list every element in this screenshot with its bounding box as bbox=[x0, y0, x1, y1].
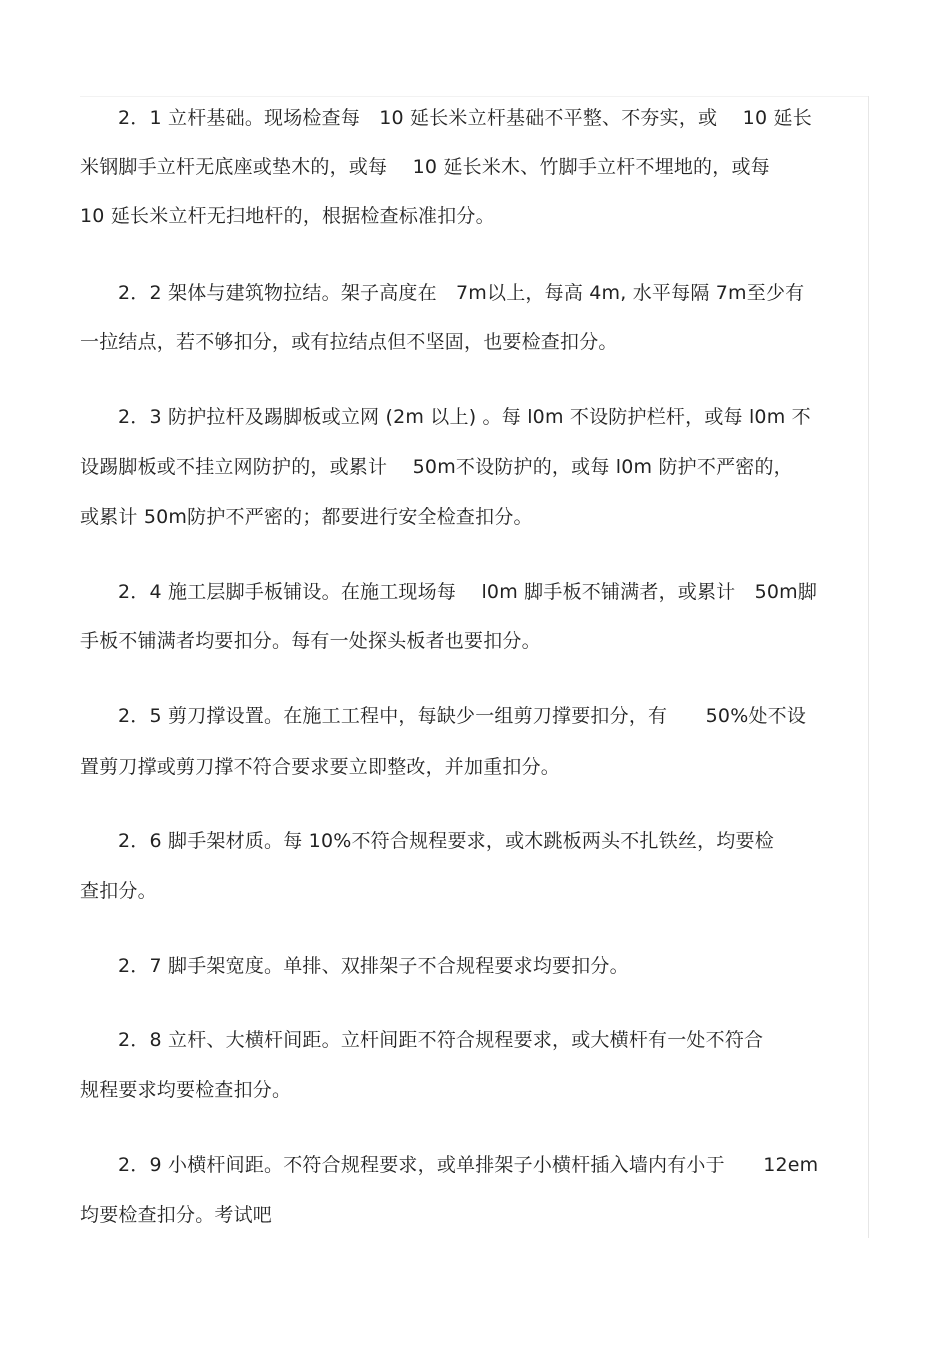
paragraph-2-5-line-2: 置剪刀撑或剪刀撑不符合要求要立即整改，并加重扣分。 bbox=[80, 756, 561, 778]
paragraph-2-4-line-2: 手板不铺满者均要扣分。每有一处探头板者也要扣分。 bbox=[80, 630, 541, 652]
paragraph-2-9-line-1: 2．9 小横杆间距。不符合规程要求，或单排架子小横杆插入墙内有小于 12em bbox=[118, 1154, 819, 1176]
paragraph-2-6-line-2: 查扣分。 bbox=[80, 880, 157, 902]
paragraph-2-7-line-1: 2．7 脚手架宽度。单排、双排架子不合规程要求均要扣分。 bbox=[118, 955, 629, 977]
paragraph-2-1-line-2: 米钢脚手立杆无底座或垫木的，或每 10 延长米木、竹脚手立杆不埋地的，或每 bbox=[80, 156, 770, 178]
paragraph-2-3-line-3: 或累计 50m防护不严密的；都要进行安全检查扣分。 bbox=[80, 506, 533, 528]
paragraph-2-1-line-1: 2．1 立杆基础。现场检查每 10 延长米立杆基础不平整、不夯实，或 10 延长 bbox=[118, 107, 812, 129]
paragraph-2-4-line-1: 2．4 施工层脚手板铺设。在施工现场每 l0m 脚手板不铺满者，或累计 50m脚 bbox=[118, 581, 818, 603]
page-right-border bbox=[868, 96, 869, 1238]
paragraph-2-8-line-2: 规程要求均要检查扣分。 bbox=[80, 1079, 292, 1101]
paragraph-2-1-line-3: 10 延长米立杆无扫地杆的，根据检查标准扣分。 bbox=[80, 205, 495, 227]
paragraph-2-8-line-1: 2．8 立杆、大横杆间距。立杆间距不符合规程要求，或大横杆有一处不符合 bbox=[118, 1029, 764, 1051]
paragraph-2-3-line-2: 设踢脚板或不挂立网防护的，或累计 50m不设防护的，或每 l0m 防护不严密的， bbox=[80, 456, 793, 478]
paragraph-2-2-line-2: 一拉结点，若不够扣分，或有拉结点但不坚固，也要检查扣分。 bbox=[80, 331, 618, 353]
page-top-border bbox=[80, 96, 869, 97]
paragraph-2-9-line-2: 均要检查扣分。考试吧 bbox=[80, 1204, 273, 1226]
paragraph-2-6-line-1: 2．6 脚手架材质。每 10%不符合规程要求，或木跳板两头不扎铁丝，均要检 bbox=[118, 830, 774, 852]
paragraph-2-2-line-1: 2．2 架体与建筑物拉结。架子高度在 7m以上，每高 4m, 水平每隔 7m至少有 bbox=[118, 282, 805, 304]
paragraph-2-3-line-1: 2．3 防护拉杆及踢脚板或立网 (2m 以上) 。每 l0m 不设防护栏杆，或每 l0m 不 bbox=[118, 406, 811, 428]
paragraph-2-5-line-1: 2．5 剪刀撑设置。在施工工程中，每缺少一组剪刀撑要扣分，有 50%处不设 bbox=[118, 705, 807, 727]
